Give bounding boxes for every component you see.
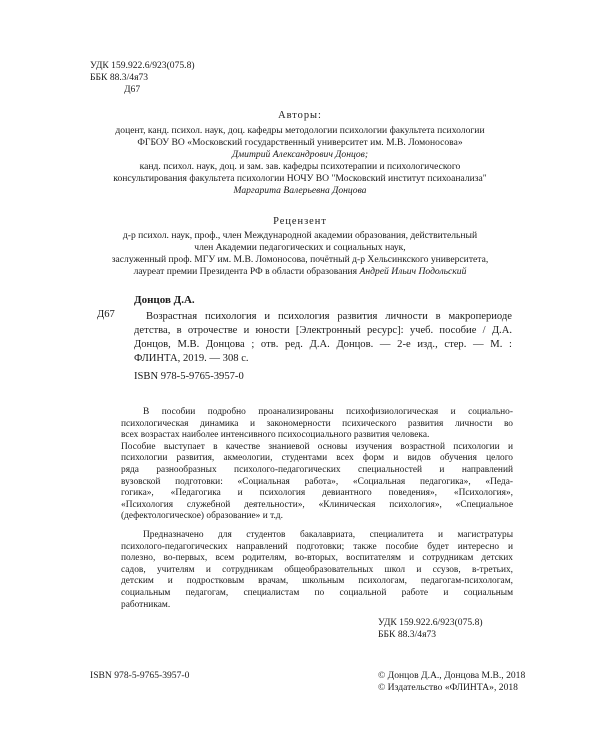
abstract-p1-line: «Психология служебной деятельности», «Клиническая психология», «Специальное [121, 499, 513, 510]
reviewer-line-2: член Академии педагогических и социальных наук, [194, 242, 406, 253]
reviewer-line-1: д-р психол. наук, проф., член Международной академии образования, действительный [122, 230, 478, 241]
authors-block [0, 125, 600, 197]
reviewer-heading: Рецензент [273, 216, 327, 227]
abstract-p1-line: (дефектологическое) образование» и т.д. [121, 511, 283, 522]
entry-code: Д67 [97, 309, 115, 320]
abstract-p2-line: Предназначено для студентов бакалавриата, специалитета и магистратуры [143, 529, 513, 540]
entry-line-4: ФЛИНТА, 2019. — 308 с. [134, 353, 249, 364]
author-mark: Д67 [124, 84, 141, 95]
classification-block [90, 60, 195, 96]
abstract-p1-line: гогика», «Педагогика и психология девиантного поведения», «Психология», [121, 488, 513, 499]
entry-author: Донцов Д.А. [134, 294, 195, 306]
abstract-p1-line: психологическая динамика и закономерности психического развития личности во [121, 418, 513, 429]
bibliographic-entry [134, 310, 512, 366]
author-1-name: Дмитрий Александрович Донцов; [231, 149, 369, 160]
abstract-p2-line: полезно, во-первых, всем родителям, во-вторых, воспитателям и сотрудникам детских [121, 553, 513, 564]
bottom-isbn: ISBN 978-5-9765-3957-0 [90, 670, 190, 681]
author-1-position: доцент, канд. психол. наук, доц. кафедры методологии психологии факультета психологии [115, 125, 485, 136]
entry-line-2: детства, в отрочестве и юности [Электронный ресурс]: учеб. пособие / Д.А. [134, 325, 512, 336]
abstract-p1-line: вузовской подготовки: «Социальная работа», «Социальная педагогика», «Педа- [121, 476, 513, 487]
abstract-p1-line: психологии развития, акмеологии, студентами всех форм и видов обучения целого [121, 453, 513, 464]
abstract-p2-line: психолого-педагогических направлений подготовки; также пособие будет интересно и [121, 541, 513, 552]
abstract-p2-line: работникам. [121, 599, 171, 610]
entry-line-3: Донцов, М.В. Донцова ; отв. ред. Д.А. Донцов. — 2-е изд., стер. — М. : [134, 339, 512, 350]
bottom-udk: УДК 159.922.6/923(075.8) [378, 617, 483, 628]
reviewer-award: лауреат премии Президента РФ в области образования [133, 266, 358, 277]
bbk-code: ББК 88.3/4я73 [90, 72, 149, 83]
reviewer-block [0, 230, 600, 278]
udk-code: УДК 159.922.6/923(075.8) [90, 60, 195, 71]
reviewer-name: Андрей Ильич Подольский [359, 266, 467, 277]
author-2-position: канд. психол. наук, доц. и зам. зав. кафедры психотерапии и психологического [139, 161, 461, 172]
abstract-p2-line: садов, учителям и сотрудникам общеобразовательных школ и ссузов, в-третьих, [121, 564, 513, 575]
author-2-affiliation: консультирования факультета психологии НОЧУ ВО "Московский институт психоанализа" [113, 173, 487, 184]
authors-heading: Авторы: [278, 110, 322, 121]
bottom-bbk: ББК 88.3/4я73 [378, 629, 437, 640]
abstract-p2-line: социальным педагогам, специалистам по социальной работе и социальным [121, 587, 513, 598]
copyright-block [378, 670, 525, 694]
copyright-publisher: © Издательство «ФЛИНТА», 2018 [378, 682, 518, 693]
abstract-p1-line: всех возрастах наиболее интенсивного психосоциального развития человека. [121, 430, 430, 441]
bottom-classification [378, 617, 483, 641]
author-1-affiliation: ФГБОУ ВО «Московский государственный университет им. М.В. Ломоносова» [137, 137, 463, 148]
abstract-p1-line: Пособие выступает в качестве знаниевой основы изучения возрастной психологии и [121, 441, 513, 452]
abstract-p1-line: В пособии подробно проанализированы психофизиологическая и социально- [143, 407, 513, 417]
reviewer-line-3: заслуженный проф. МГУ им. М.В. Ломоносова, почётный д-р Хельсинкского университета, [111, 254, 489, 265]
abstract-p1-line: ряда разнообразных психолого-педагогических специальностей и направлений [121, 464, 513, 475]
abstract [121, 407, 513, 611]
entry-isbn: ISBN 978-5-9765-3957-0 [134, 371, 244, 382]
entry-line-1: Возрастная психология и психология развития личности в макропериоде [146, 311, 512, 322]
author-2-name: Маргарита Валерьевна Донцова [233, 185, 367, 196]
abstract-p2-line: детским и подростковым врачам, школьным психологам, педагогам-психологам, [121, 576, 513, 587]
reviewer-line-4 [0, 266, 600, 278]
copyright-authors: © Донцов Д.А., Донцова М.В., 2018 [378, 670, 526, 681]
